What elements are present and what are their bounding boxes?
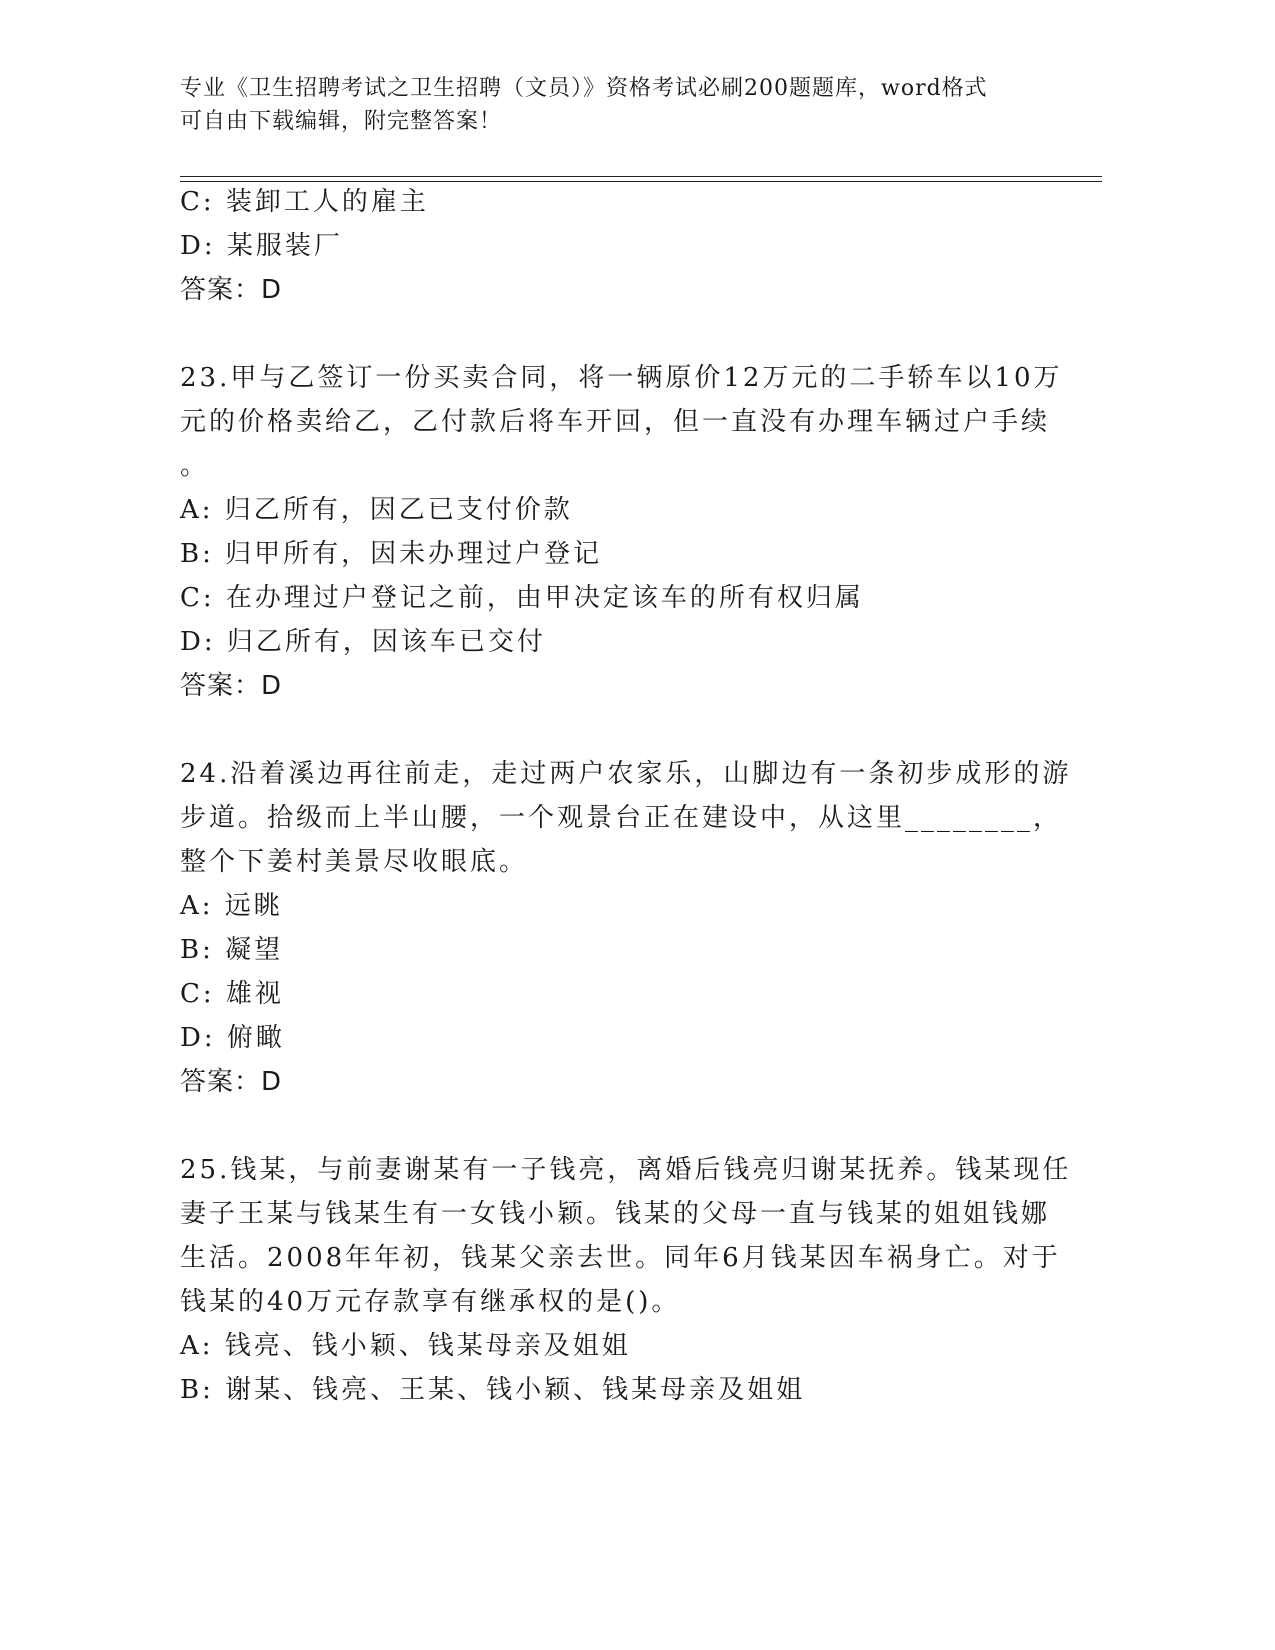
option-a: A: 远眺	[180, 891, 283, 921]
stem-line: 24.沿着溪边再往前走，走过两户农家乐，山脚边有一条初步成形的游	[180, 759, 1072, 789]
stem-line: 元的价格卖给乙，乙付款后将车开回，但一直没有办理车辆过户手续	[180, 407, 1051, 437]
answer-line: 答案：D	[180, 275, 283, 305]
question-24	[180, 752, 1072, 1104]
question-stem	[180, 356, 1063, 488]
question-25	[180, 1148, 1072, 1412]
header-divider-top	[180, 176, 1102, 177]
question-23	[180, 356, 1063, 708]
stem-line: 25.钱某，与前妻谢某有一子钱亮，离婚后钱亮归谢某抚养。钱某现任	[180, 1155, 1072, 1185]
stem-line: 。	[180, 451, 210, 481]
header-line-2: 可自由下载编辑，附完整答案！	[180, 109, 503, 134]
stem-line: 整个下姜村美景尽收眼底。	[180, 847, 529, 877]
stem-line: 步道。拾级而上半山腰，一个观景台正在建设中，从这里________，	[180, 803, 1063, 833]
option-c: C: 在办理过户登记之前，由甲决定该车的所有权归属	[180, 583, 864, 613]
document-body	[180, 180, 1072, 1412]
stem-line: 钱某的40万元存款享有继承权的是()。	[180, 1287, 681, 1317]
answer-line: 答案：D	[180, 1067, 283, 1097]
option-a: A: 归乙所有，因乙已支付价款	[180, 495, 573, 525]
option-b: B: 归甲所有，因未办理过户登记	[180, 539, 603, 569]
question-stem	[180, 752, 1072, 884]
option-c: C: 装卸工人的雇主	[180, 187, 429, 217]
stem-line: 23.甲与乙签订一份买卖合同，将一辆原价12万元的二手轿车以10万	[180, 363, 1063, 393]
option-b: B: 凝望	[180, 935, 284, 965]
option-c: C: 雄视	[180, 979, 284, 1009]
option-d: D: 某服装厂	[180, 231, 343, 261]
option-a: A: 钱亮、钱小颖、钱某母亲及姐姐	[180, 1331, 631, 1361]
page-header	[180, 72, 1060, 138]
continued-question	[180, 180, 1040, 312]
question-stem	[180, 1148, 1072, 1324]
option-d: D: 归乙所有，因该车已交付	[180, 627, 546, 657]
option-d: D: 俯瞰	[180, 1023, 285, 1053]
answer-line: 答案：D	[180, 671, 283, 701]
header-line-1: 专业《卫生招聘考试之卫生招聘（文员）》资格考试必刷200题题库，word格式	[180, 76, 988, 101]
stem-line: 生活。2008年年初，钱某父亲去世。同年6月钱某因车祸身亡。对于	[180, 1243, 1061, 1273]
option-b: B: 谢某、钱亮、王某、钱小颖、钱某母亲及姐姐	[180, 1375, 806, 1405]
stem-line: 妻子王某与钱某生有一女钱小颖。钱某的父母一直与钱某的姐姐钱娜	[180, 1199, 1051, 1229]
